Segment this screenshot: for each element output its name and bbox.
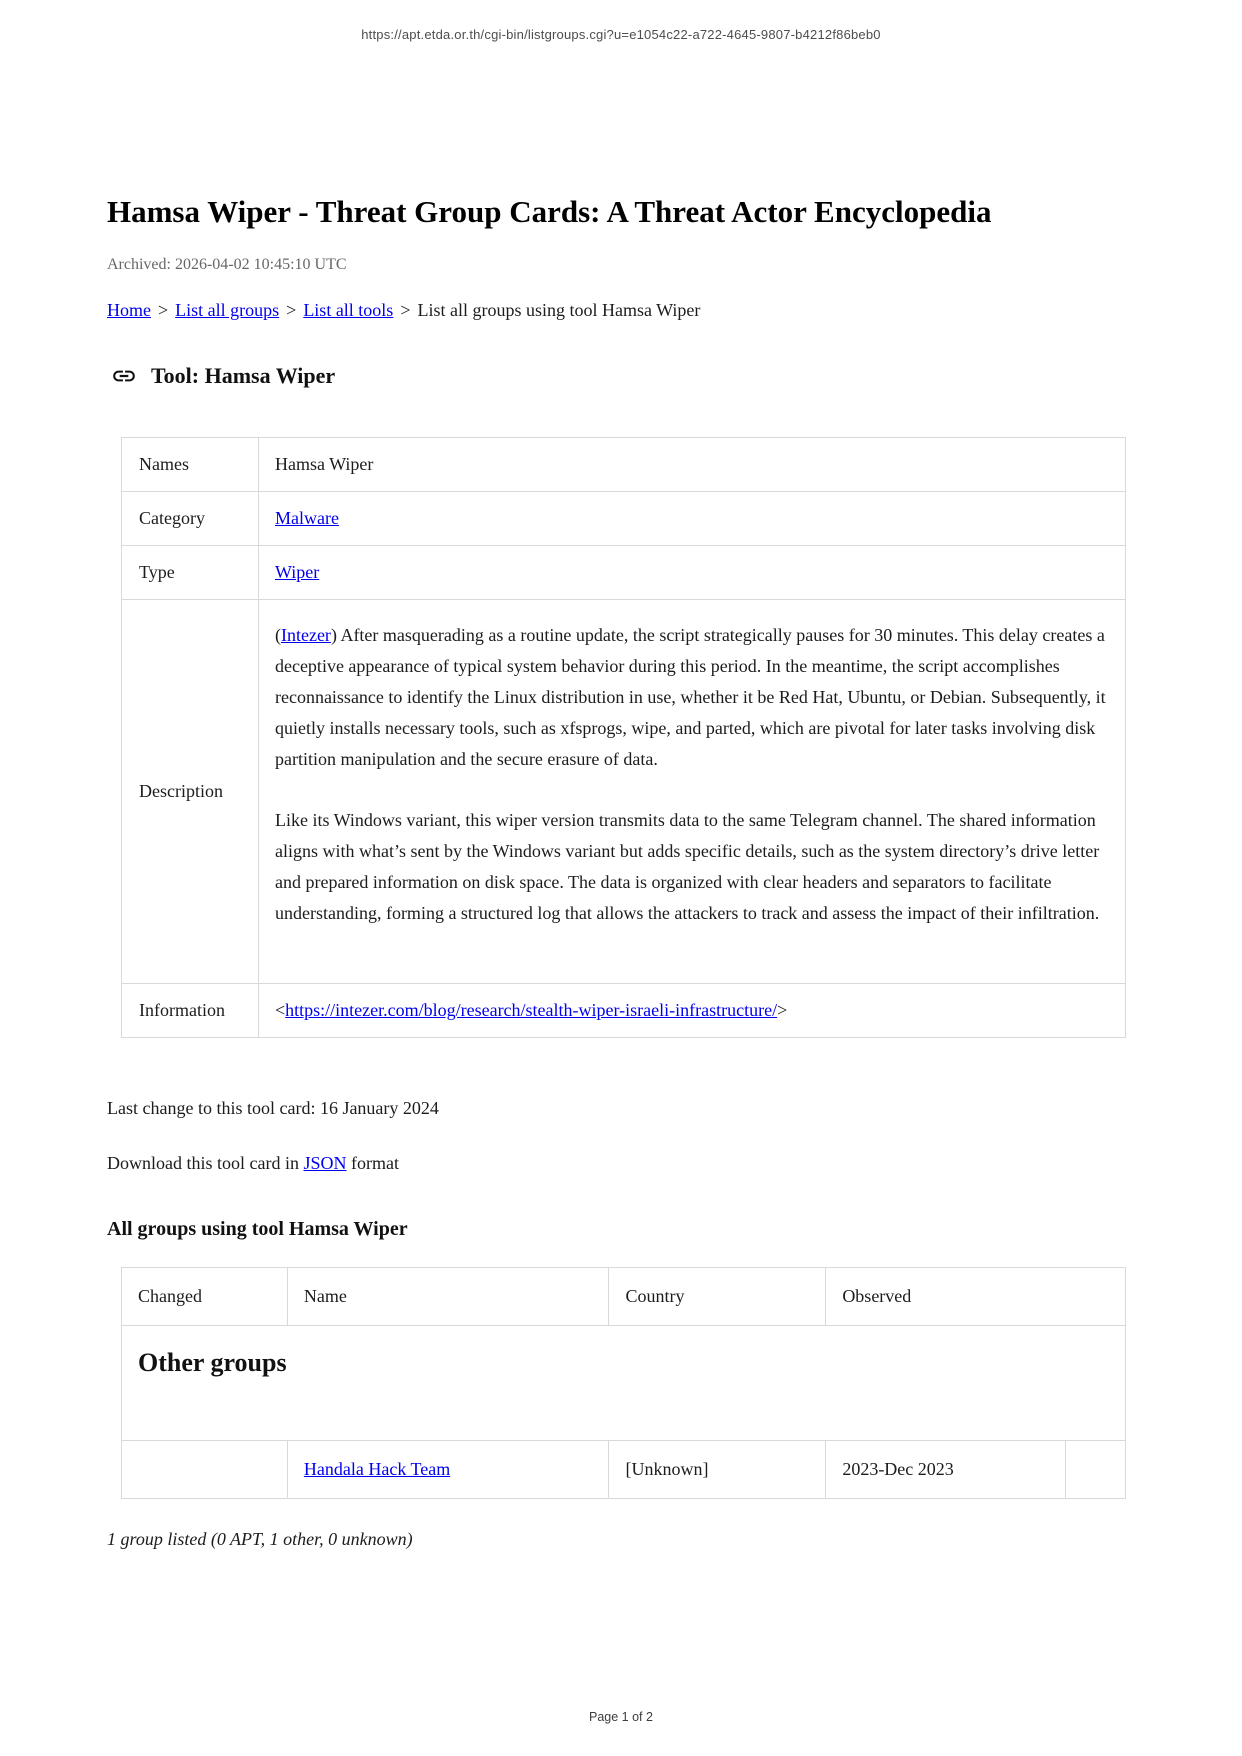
description-text-1: ) After masquerading as a routine update, the script strategically pauses for 30 minutes. This delay creates a deceptive appearance of typical system behavior during this period. In the meantime, the script accomplishes reconnaissance to identify the Linux distribution in use, whether it be Red Hat, Ubuntu, or Debian. Subsequently, it quietly installs necessary tools, such as xfsprogs, wipe, and parted, which are pivotal for later tasks involving disk partition manipulation and the secure erasure of data.	[274, 625, 1106, 770]
table-row-type	[122, 546, 1126, 600]
description-paragraph-2: Like its Windows variant, this wiper version transmits data to the same Telegram channel. The shared information aligns with what’s sent by the Windows variant but adds specific details, such as the system directory’s drive letter and prepared information on disk space. The data is organized with clear headers and separators to facilitate understanding, forming a structured log that allows the attackers to track and assess the impact of their infiltration.	[274, 810, 1100, 924]
groups-section-heading: All groups using tool Hamsa Wiper	[107, 1218, 408, 1241]
header-changed: Changed	[122, 1268, 288, 1326]
groups-section-row	[122, 1326, 1126, 1441]
paren-open: (	[274, 625, 281, 646]
type-label: Type	[122, 546, 259, 600]
header-observed: Observed	[826, 1268, 1126, 1326]
header-name: Name	[287, 1268, 609, 1326]
groups-table	[121, 1267, 1126, 1499]
category-link[interactable]: Malware	[274, 508, 339, 529]
breadcrumb-separator: >	[400, 300, 411, 321]
table-row-description	[122, 600, 1126, 984]
json-download-link[interactable]: JSON	[303, 1153, 347, 1174]
download-suffix: format	[351, 1153, 399, 1174]
breadcrumb-link-home[interactable]: Home	[107, 300, 151, 321]
link-chain-icon	[107, 363, 141, 389]
page-title: Hamsa Wiper - Threat Group Cards: A Threat Actor Encyclopedia	[107, 194, 992, 229]
groups-header-row	[122, 1268, 1126, 1326]
breadcrumb-link-list-all-tools[interactable]: List all tools	[303, 300, 394, 321]
group-country-cell: [Unknown]	[609, 1441, 826, 1499]
breadcrumb	[107, 300, 1127, 321]
angle-bracket-close: >	[777, 1000, 788, 1021]
page-content	[107, 193, 1127, 1550]
group-row	[122, 1441, 1126, 1499]
breadcrumb-current: List all groups using tool Hamsa Wiper	[417, 300, 701, 321]
table-row-names	[122, 438, 1126, 492]
download-note	[107, 1153, 1127, 1174]
angle-bracket-open: <	[274, 1000, 286, 1021]
description-label: Description	[122, 600, 259, 984]
group-observed-cell: 2023-Dec 2023	[826, 1441, 1066, 1499]
type-value	[258, 546, 1125, 600]
header-country: Country	[609, 1268, 826, 1326]
category-label: Category	[122, 492, 259, 546]
breadcrumb-separator: >	[158, 300, 169, 321]
archived-timestamp: Archived: 2026-04-02 10:45:10 UTC	[107, 256, 347, 274]
type-link[interactable]: Wiper	[274, 562, 320, 583]
breadcrumb-separator: >	[286, 300, 297, 321]
other-groups-section-label: Other groups	[122, 1326, 1126, 1441]
information-url-link[interactable]: https://intezer.com/blog/research/stealth-wiper-israeli-infrastructure/	[285, 1000, 778, 1021]
description-value	[258, 600, 1125, 984]
table-row-category	[122, 492, 1126, 546]
group-changed-cell	[122, 1441, 288, 1499]
information-label: Information	[122, 984, 259, 1038]
print-url-header: https://apt.etda.or.th/cgi-bin/listgroups.cgi?u=e1054c22-a722-4645-9807-b4212f86beb0	[361, 27, 881, 42]
category-value	[258, 492, 1125, 546]
groups-count-summary: 1 group listed (0 APT, 1 other, 0 unknown)	[107, 1529, 413, 1550]
intezer-link[interactable]: Intezer	[280, 625, 331, 646]
group-name-cell	[287, 1441, 609, 1499]
group-empty-cell	[1066, 1441, 1126, 1499]
tool-heading-label: Tool: Hamsa Wiper	[151, 363, 336, 389]
tool-details-table	[121, 437, 1126, 1038]
names-value: Hamsa Wiper	[258, 438, 1125, 492]
information-value	[258, 984, 1125, 1038]
breadcrumb-link-list-all-groups[interactable]: List all groups	[175, 300, 280, 321]
group-name-link[interactable]: Handala Hack Team	[303, 1459, 451, 1480]
names-label: Names	[122, 438, 259, 492]
download-prefix: Download this tool card in	[107, 1153, 299, 1174]
tool-heading	[107, 363, 1127, 389]
page-number-footer: Page 1 of 2	[589, 1710, 653, 1724]
description-paragraph-1	[275, 620, 1107, 775]
last-change-note: Last change to this tool card: 16 January 2024	[107, 1098, 439, 1119]
table-row-information	[122, 984, 1126, 1038]
